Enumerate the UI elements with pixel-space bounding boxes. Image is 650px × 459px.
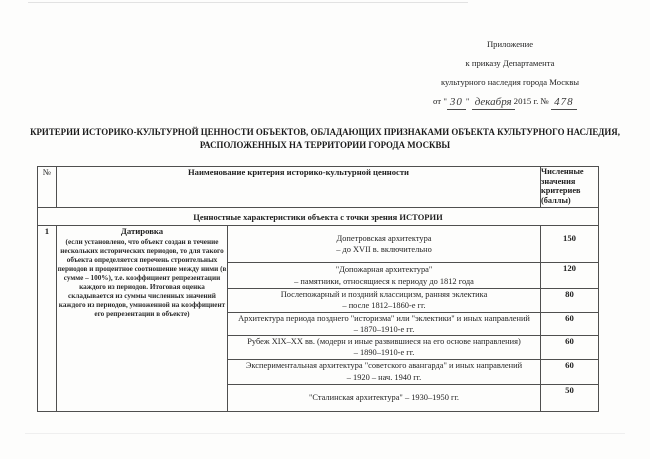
scan-artifact (25, 433, 625, 434)
scan-artifact (28, 2, 468, 3)
row-number-cell: 1 (38, 226, 57, 412)
approval-line-appendix: Приложение (486, 39, 534, 49)
section-row (38, 208, 599, 226)
score-cell: 50 (541, 384, 599, 411)
period-name: Послепожарный и поздний классицизм, ранняя эклектика (280, 290, 488, 299)
period-dates: – после 1812–1860-е гг. (342, 301, 426, 311)
criteria-table (37, 166, 599, 412)
criterion-title: Датировка (120, 226, 164, 236)
header-cell-criterion-name: Наименование критерия историко-культурной ценности (57, 167, 541, 208)
period-name: Архитектура периода позднего "историзма" или "эклектики" и иных направлений (238, 313, 530, 323)
period-cell (228, 312, 541, 336)
approval-line-order: к приказу Департамента (465, 58, 555, 68)
period-name: Экспериментальная архитектура "советского авангарда" и иных направлений (245, 361, 523, 371)
period-dates: – памятники, относящиеся к периоду до 1812 года (294, 276, 474, 286)
score-cell: 80 (541, 289, 599, 313)
period-cell (228, 289, 541, 313)
header-cell-number: № (38, 167, 57, 208)
handwritten-day: 30 (447, 97, 466, 110)
approval-line-department: культурного наследия города Москвы (440, 77, 580, 87)
period-dates: – 1870–1910-е гг. (353, 324, 415, 334)
period-name: Допетровская архитектура (336, 233, 432, 243)
document-title: КРИТЕРИИ ИСТОРИКО-КУЛЬТУРНОЙ ЦЕННОСТИ ОБЪЕКТОВ, ОБЛАДАЮЩИХ ПРИЗНАКАМИ ОБЪЕКТА КУЛЬТУРНОГО НАСЛЕДИЯ, РАСПОЛОЖЕННЫХ НА ТЕРРИТОРИИ ГОРОДА МОСКВЫ (30, 127, 620, 150)
score-cell: 60 (541, 312, 599, 336)
table-header-row (38, 167, 599, 208)
period-cell (228, 226, 541, 263)
score-cell: 60 (541, 359, 599, 384)
date-close-quote: " (465, 96, 472, 106)
score-cell: 150 (541, 226, 599, 263)
period-name: Рубеж XIX–XX вв. (модерн и иные развившиеся на его основе направления) (247, 337, 521, 347)
criterion-cell (57, 226, 228, 412)
period-cell (228, 336, 541, 360)
handwritten-month: декабря (472, 97, 515, 110)
header-cell-values: Численные значения критериев (баллы) (541, 167, 599, 208)
approval-date-line (413, 92, 607, 111)
period-dates: – 1890–1910-е гг. (353, 348, 415, 358)
period-dates: – до XVII в. включительно (336, 245, 432, 254)
score-cell: 120 (541, 263, 599, 289)
period-name: "Допожарная архитектура" (335, 265, 433, 275)
table-row (38, 226, 599, 263)
period-cell (228, 359, 541, 384)
period-cell (228, 263, 541, 289)
date-year: 2015 г. № (513, 96, 552, 106)
section-title: Ценностные характеристики объекта с точки зрения ИСТОРИИ (38, 208, 599, 226)
handwritten-number: 478 (551, 97, 577, 110)
criterion-description: (если установлено, что объект создан в течение нескольких исторических периодов, то для такого объекта определяется перечень строительных периодов и процентное соотношение между ними (в сумме – 100%), т.е. коэффициент репрезентации каждого из периодов. Итоговая оценка складывается из суммы численных значений каждого из периодов, умноженной на коэффициент его репрезентации в объекте) (57, 238, 227, 318)
approval-block (413, 35, 607, 111)
period-cell (228, 384, 541, 411)
period-name: "Сталинская архитектура" – 1930–1950 гг. (308, 393, 460, 403)
score-cell: 60 (541, 336, 599, 360)
period-dates: – 1920 – нач. 1940 гг. (346, 372, 422, 382)
date-prefix: от " (433, 96, 447, 106)
